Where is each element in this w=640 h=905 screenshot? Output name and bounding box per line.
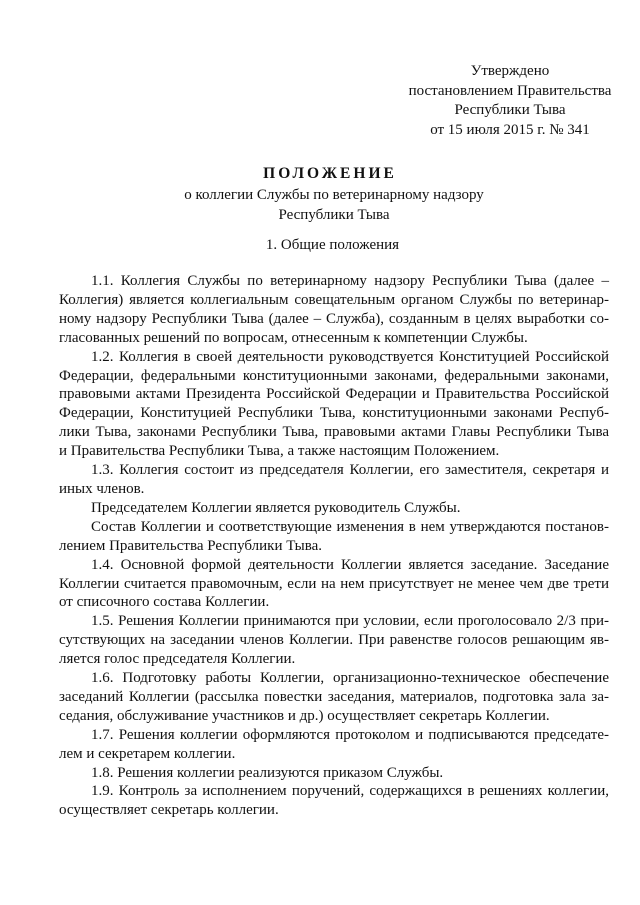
body-line: лением Правительства Республики Тыва. — [59, 537, 323, 554]
body-line: правовыми актами Президента Российской Федерации и Правительства Российской — [59, 386, 609, 403]
body-line: седания, обслуживание участников и др.) осуществляет секретарь Коллегии. — [59, 707, 550, 724]
body-line: Коллегия) является коллегиальным совещательным органом Службы по ветеринар- — [59, 291, 609, 308]
body-line: 1.7. Решения коллегии оформляются протоколом и подписываются председате- — [91, 726, 609, 743]
body-line: 1.9. Контроль за исполнением поручений, содержащихся в решениях коллегии, — [91, 783, 609, 800]
body-line: и Правительства Республики Тыва, а также настоящим Положением. — [59, 443, 500, 460]
body-line: лики Тыва, законами Республики Тыва, правовыми актами Главы Республики Тыва — [59, 424, 609, 441]
approval-line: постановлением Правительства — [408, 82, 612, 99]
body-line: Федерации, Конституцией Республики Тыва, конституционными законами Респуб- — [59, 405, 609, 422]
body-line: гласованных решений по вопросам, отнесенным к компетенции Службы. — [59, 329, 528, 346]
body-line: 1.4. Основной формой деятельности Коллегии является заседание. Заседание — [91, 556, 609, 573]
body-line: 1.1. Коллегия Службы по ветеринарному надзору Республики Тыва (далее – — [91, 273, 609, 289]
document-subtitle — [0, 186, 640, 225]
body-line: от списочного состава Коллегии. — [59, 594, 270, 611]
body-line: Председателем Коллегии является руководитель Службы. — [91, 499, 461, 516]
document-title: ПОЛОЖЕНИЕ — [263, 165, 397, 182]
subtitle-line: Республики Тыва — [278, 206, 390, 223]
approval-line: от 15 июля 2015 г. № 341 — [430, 121, 590, 138]
body-line: осуществляет секретарь коллегии. — [59, 802, 279, 819]
body-line: лем и секретарем коллегии. — [59, 745, 236, 762]
body-line: ляется голос председателя Коллегии. — [59, 651, 296, 668]
body-line: Федерации, федеральными конституционными законами, федеральными законами, — [59, 367, 609, 384]
body-line: ному надзору Республики Тыва (далее – Служба), созданным в целях выработки со- — [59, 310, 609, 327]
body-line: Состав Коллегии и соответствующие изменения в нем утверждаются постанов- — [91, 518, 609, 535]
approval-stamp — [400, 62, 620, 140]
document-body — [59, 272, 609, 820]
body-line: 1.3. Коллегия состоит из председателя Коллегии, его заместителя, секретаря и — [91, 462, 609, 479]
body-line: 1.2. Коллегия в своей деятельности руководствуется Конституцией Российской — [91, 348, 609, 365]
section-heading: 1. Общие положения — [265, 237, 400, 253]
body-line: 1.8. Решения коллегии реализуются приказом Службы. — [91, 764, 444, 781]
body-line: заседаний Коллегии (рассылка повестки заседания, материалов, подготовка зала за- — [59, 688, 609, 705]
body-line: сутствующих на заседании членов Коллегии. При равенстве голосов решающим яв- — [59, 632, 609, 649]
subtitle-line: о коллегии Службы по ветеринарному надзору — [184, 187, 484, 203]
body-line: Коллегии считается правомочным, если на нем присутствует не менее чем две трети — [59, 575, 609, 592]
body-line: 1.6. Подготовку работы Коллегии, организационно-техническое обеспечение — [91, 670, 609, 687]
body-line: 1.5. Решения Коллегии принимаются при условии, если проголосовало 2/3 при- — [91, 613, 609, 630]
body-line: иных членов. — [59, 480, 145, 497]
approval-line: Республики Тыва — [454, 102, 566, 118]
approval-line: Утверждено — [470, 63, 550, 79]
